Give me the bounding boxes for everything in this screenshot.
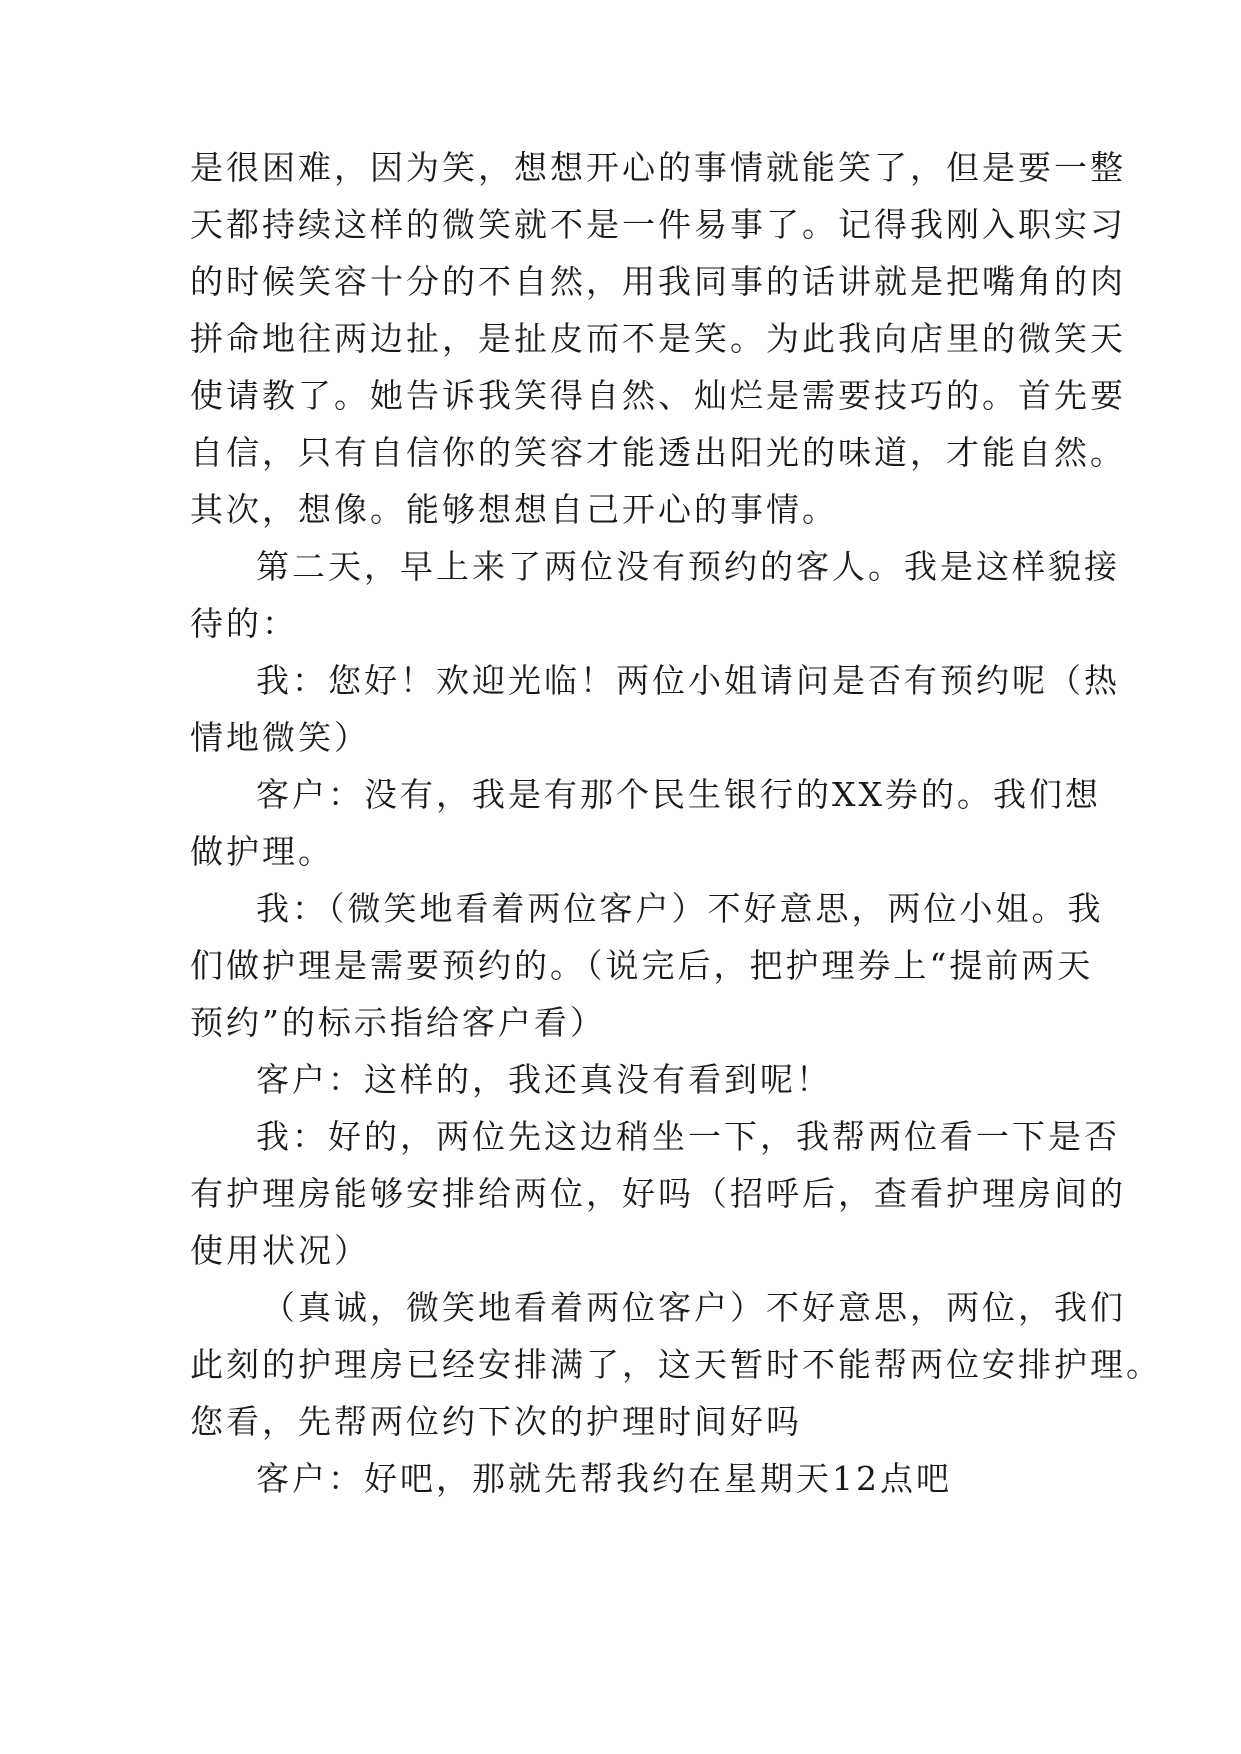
paragraph-start-line: 我：（微笑地看着两位客户）不好意思，两位小姐。我	[256, 889, 1104, 928]
paragraph-start-line: 我：好的，两位先这边稍坐一下，我帮两位看一下是否	[256, 1117, 1120, 1156]
text-line: 的时候笑容十分的不自然，用我同事的话讲就是把嘴角的肉	[190, 262, 1126, 301]
paragraph-start-line: 客户：没有，我是有那个民生银行的XX券的。我们想	[256, 775, 1101, 814]
text-line: 拼命地往两边扯，是扯皮而不是笑。为此我向店里的微笑天	[190, 319, 1126, 358]
text-line: 自信，只有自信你的笑容才能透出阳光的味道，才能自然。	[190, 433, 1126, 472]
text-line: 您看，先帮两位约下次的护理时间好吗	[190, 1402, 802, 1441]
text-line: 天都持续这样的微笑就不是一件易事了。记得我刚入职实习	[190, 205, 1126, 244]
text-line: 待的：	[190, 604, 298, 643]
text-line: 情地微笑）	[190, 718, 370, 757]
text-line: 们做护理是需要预约的。（说完后，把护理券上“提前两天	[190, 946, 1094, 985]
text-line: 有护理房能够安排给两位，好吗（招呼后，查看护理房间的	[190, 1174, 1126, 1213]
text-line: 做护理。	[190, 832, 334, 871]
text-line: 使请教了。她告诉我笑得自然、灿烂是需要技巧的。首先要	[190, 376, 1126, 415]
paragraph-start-line: 客户：好吧，那就先帮我约在星期天12点吧	[256, 1459, 952, 1498]
paragraph-start-line: （真诚，微笑地看着两位客户）不好意思，两位，我们	[262, 1288, 1126, 1327]
text-line: 是很困难，因为笑，想想开心的事情就能笑了，但是要一整	[190, 148, 1126, 187]
paragraph-start-line: 第二天，早上来了两位没有预约的客人。我是这样貌接	[256, 547, 1120, 586]
paragraph-start-line: 我：您好！欢迎光临！两位小姐请问是否有预约呢（热	[256, 661, 1120, 700]
text-line: 预约”的标示指给客户看）	[190, 1003, 606, 1042]
text-line: 此刻的护理房已经安排满了，这天暂时不能帮两位安排护理。	[190, 1345, 1162, 1384]
text-line: 使用状况）	[190, 1231, 370, 1270]
paragraph-start-line: 客户：这样的，我还真没有看到呢！	[256, 1060, 832, 1099]
text-line: 其次，想像。能够想想自己开心的事情。	[190, 490, 838, 529]
